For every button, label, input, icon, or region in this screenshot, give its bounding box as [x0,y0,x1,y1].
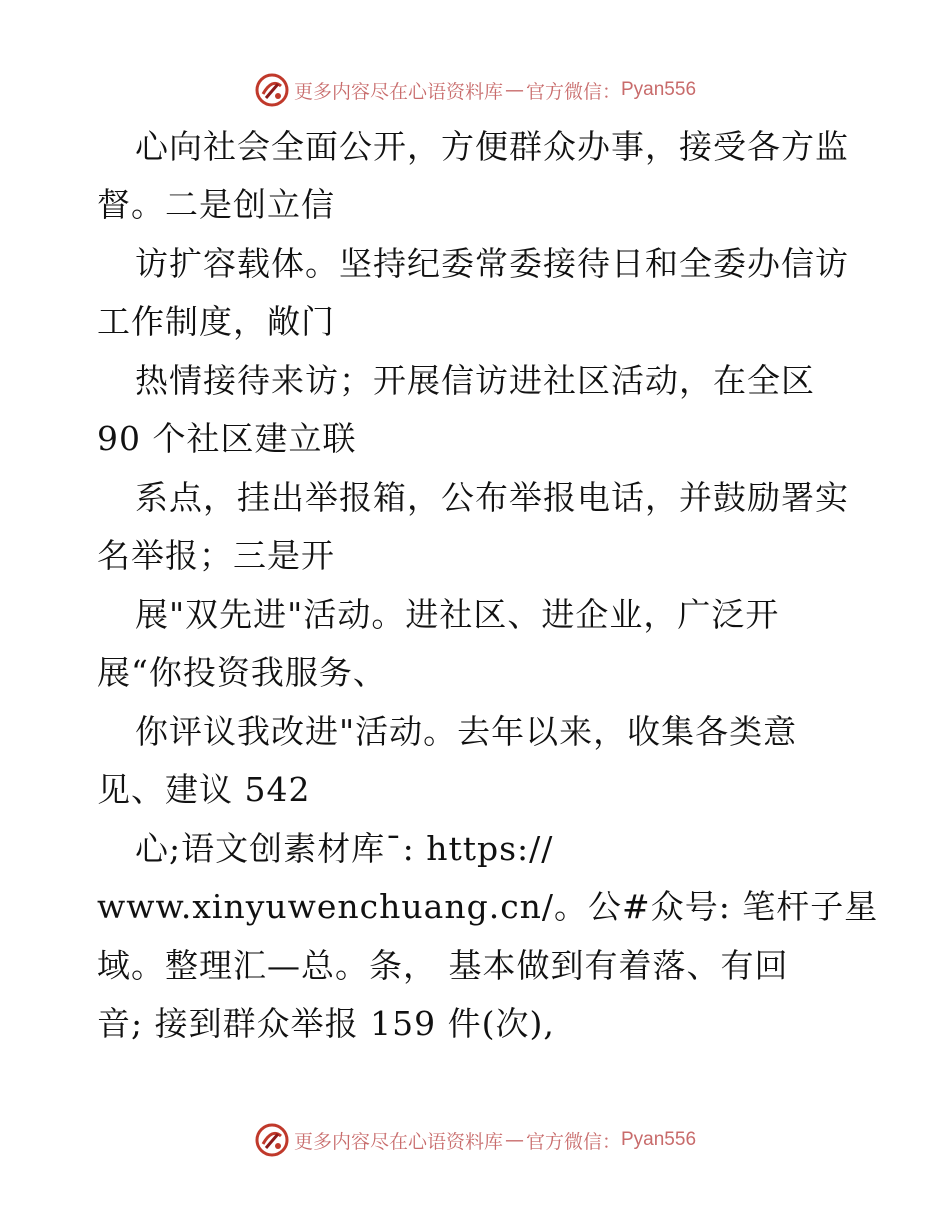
banner-wechat-label: 官方微信： [525,1130,621,1153]
header-banner [0,70,950,110]
banner-wechat-id: Pyan556 [621,79,697,100]
text-line: 名举报；三是开 [97,536,335,575]
text-line: 音; 接到群众举报 159 件(次), [97,1004,555,1043]
text-line: 热情接待来访；开展信访进社区活动，在全区 [135,361,815,400]
logo-icon [254,72,290,108]
footer-banner [0,1120,950,1160]
text-line: 展"双先进"活动。进社区、进企业，广泛开 [135,595,780,634]
text-line: 工作制度，敞门 [97,302,335,341]
text-line: 督。二是创立信 [97,185,335,224]
banner-title: 更多内容尽在心语资料库 [293,1130,503,1153]
text-line: 见、建议 542 [97,770,311,809]
text-line: 系点，挂出举报箱，公布举报电话，并鼓励署实 [135,478,849,517]
banner-title: 更多内容尽在心语资料库 [293,80,503,103]
text-line: 你评议我改进"活动。去年以来，收集各类意 [135,712,798,751]
banner-wechat-id: Pyan556 [621,1129,697,1150]
text-line: 访扩容载体。坚持纪委常委接待日和全委办信访 [135,244,849,283]
banner-dash: — [504,79,524,101]
text-line: 心向社会全面公开，方便群众办事，接受各方监 [135,127,849,166]
text-line: 心;语文创素材库¯: https:// [135,829,554,868]
text-line: 展“你投资我服务、 [97,653,387,692]
logo-icon [254,1122,290,1158]
banner-wechat-label: 官方微信： [525,80,621,103]
text-line: www.xinyuwenchuang.cn/。公#众号: 笔杆子星 [97,887,879,926]
text-line: 90 个社区建立联 [97,419,357,458]
banner-dash: — [504,1129,524,1151]
text-line: 域。整理汇—总。条， 基本做到有着落、有回 [97,946,789,985]
